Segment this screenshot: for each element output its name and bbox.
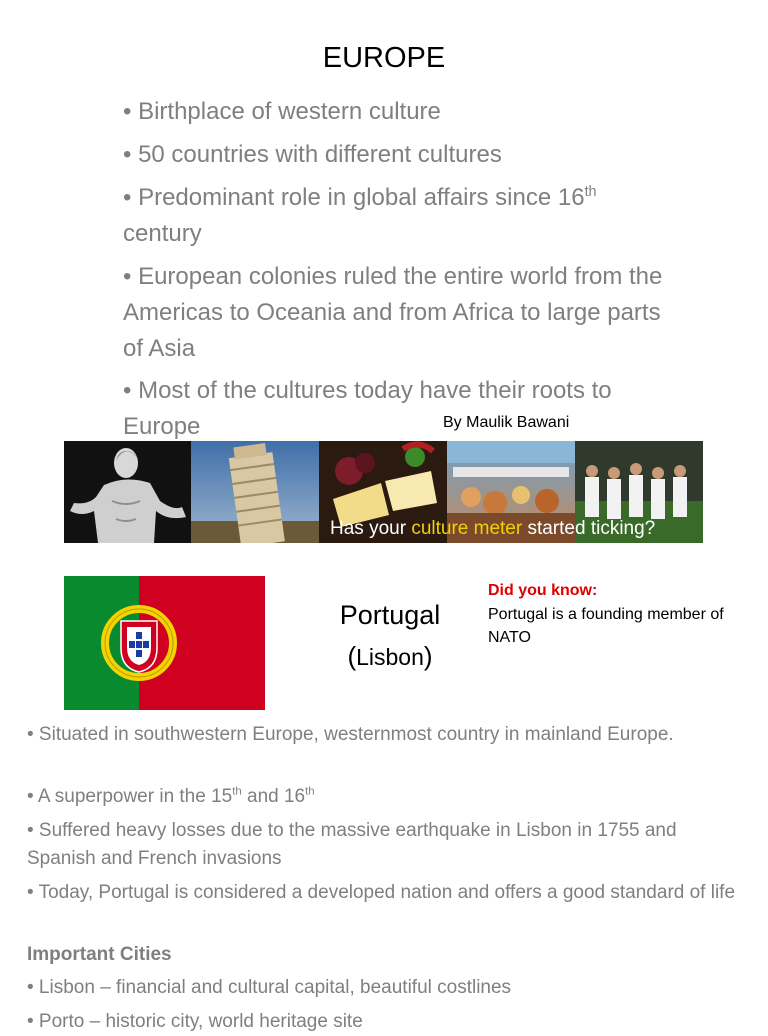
portugal-bullet-4: • Today, Portugal is considered a developed nation and offers a good standard of life — [27, 882, 736, 903]
portugal-bullet-1: • Situated in southwestern Europe, westernmost country in mainland Europe. — [27, 724, 674, 745]
statue-image — [64, 441, 191, 543]
europe-bullet-1: • Birthplace of western culture — [123, 98, 441, 125]
city-item-lisbon: • Lisbon – financial and cultural capital, beautiful costlines — [27, 977, 512, 998]
portugal-flag — [64, 576, 265, 710]
banner-slogan: Has your culture meter started ticking? — [330, 518, 656, 539]
europe-bullet-4: • European colonies ruled the entire world from the Americas to Oceania and from Africa to large parts of Asia — [123, 263, 663, 362]
city-item-porto: • Porto – historic city, world heritage site — [27, 1011, 363, 1032]
europe-bullet-3: • Predominant role in global affairs since 16th century — [123, 184, 597, 247]
europe-bullet-5: • Most of the cultures today have their roots to Europe — [123, 377, 612, 440]
leaning-tower-image — [191, 441, 319, 543]
portugal-bullet-2: • A superpower in the 15th and 16th — [27, 785, 315, 807]
country-name: Portugal — [339, 600, 441, 630]
did-you-know-text: Portugal is a founding member of NATO — [488, 606, 724, 646]
did-you-know-title: Did you know: — [488, 582, 598, 599]
culture-banner-image — [64, 441, 703, 543]
europe-bullet-2: • 50 countries with different cultures — [123, 141, 502, 168]
capital-name: (Lisbon) — [347, 641, 433, 671]
author-byline: By Maulik Bawani — [443, 414, 570, 431]
cities-heading: Important Cities — [27, 944, 172, 965]
page-title: EUROPE — [322, 42, 446, 74]
portugal-bullet-3: • Suffered heavy losses due to the massive earthquake in Lisbon in 1755 and Spanish and French invasions — [27, 820, 677, 869]
